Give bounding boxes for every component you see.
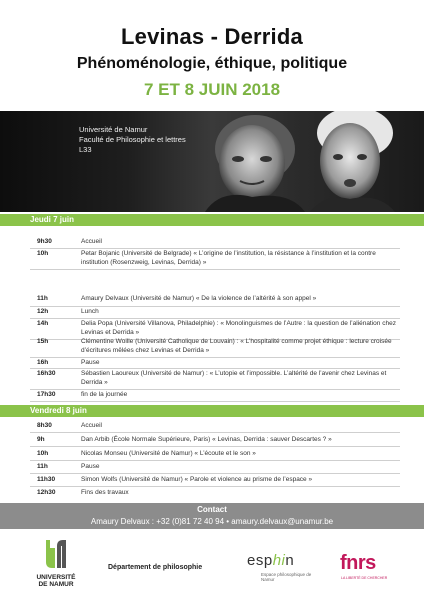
schedule-row <box>30 370 400 390</box>
schedule-time: 16h <box>37 359 49 366</box>
day2-header <box>0 405 424 417</box>
event-date: 7 ET 8 JUIN 2018 <box>143 80 281 99</box>
poster-subtitle: Phénoménologie, éthique, politique <box>76 55 348 72</box>
schedule-row <box>30 320 400 340</box>
day2-label: Vendredi 8 juin <box>30 406 87 415</box>
schedule-description: Petar Bojanic (Université de Belgrade) « L’origine de l’institution, la résistance à l’institution et la contre institution (Rosenzweig, Levinas, Derrida) » <box>81 250 376 266</box>
schedule-row <box>30 422 400 433</box>
schedule-description: Sébastien Laoureux (Université de Namur) : « L’utopie et l’impossible. L’altérité de l’avenir chez Levinas et Derrida » <box>81 370 387 386</box>
schedule-time: 9h <box>37 436 45 443</box>
schedule-description: Dan Arbib (École Normale Supérieure, Paris) « Levinas, Derrida : sauver Descartes ? » <box>81 436 332 443</box>
footer <box>0 530 424 600</box>
day1-header <box>0 214 424 226</box>
fnrs-tagline: LA LIBERTÉ DE CHERCHER <box>341 576 388 580</box>
venue-faculty: Faculté de Philosophie et lettres <box>79 135 186 144</box>
venue-info <box>79 125 186 155</box>
unamur-logo <box>34 538 78 594</box>
contact-banner <box>0 503 424 529</box>
portrait-illustration <box>0 111 424 212</box>
day1-label: Jeudi 7 juin <box>30 215 75 224</box>
schedule-row <box>30 476 400 487</box>
schedule-description: fin de la journée <box>81 391 128 398</box>
department-name: Département de philosophie <box>108 564 203 571</box>
schedule-time: 8h30 <box>37 422 52 429</box>
schedule-row <box>30 391 400 402</box>
schedule-time: 10h <box>37 250 49 257</box>
schedule-description: Amaury Delvaux (Université de Namur) « De la violence de l’altérité à son appel » <box>81 295 317 302</box>
schedule-time: 15h <box>37 338 49 345</box>
poster-title: Levinas - Derrida <box>121 24 303 49</box>
schedule-row <box>30 463 400 474</box>
esphin-wordmark: esphin <box>247 552 295 569</box>
poster-header <box>0 0 424 110</box>
unamur-logo-text: UNIVERSITÉ DE NAMUR <box>36 574 76 588</box>
schedule-description: Lunch <box>81 308 99 315</box>
schedule-row <box>30 359 400 369</box>
esphin-subtitle: Espace philosophique de Namur <box>261 572 312 582</box>
schedule-description: Delia Popa (Université Villanova, Philadelphie) : « Monolinguismes de l’Autre : la question de l’aliénation chez Levinas et Derrida » <box>81 320 396 336</box>
schedule-row <box>30 338 400 358</box>
schedule-row <box>30 250 400 270</box>
schedule-row <box>30 295 400 307</box>
schedule-time: 11h <box>37 295 48 302</box>
schedule-description: Fins des travaux <box>81 489 129 496</box>
unamur-logo-icon <box>44 538 68 570</box>
schedule-time: 11h <box>37 463 48 470</box>
schedule-row <box>30 238 400 249</box>
schedule-description: Accueil <box>81 238 102 245</box>
schedule-row <box>30 308 400 319</box>
schedule-row <box>30 436 400 447</box>
schedule-time: 12h <box>37 308 49 315</box>
schedule-time: 10h <box>37 450 49 457</box>
schedule-time: 12h30 <box>37 489 56 496</box>
schedule-description: Clémentine Woille (Université Catholique de Louvain) : « L’hospitalité comme projet éthique : lecture croisée d’écritures mêlées chez Levinas et Derrida » <box>81 338 392 354</box>
schedule-description: Accueil <box>81 422 102 429</box>
schedule-time: 16h30 <box>37 370 56 377</box>
speakers-photo <box>0 111 424 212</box>
contact-details[interactable]: Amaury Delvaux : +32 (0)81 72 40 94 • amaury.delvaux@unamur.be <box>90 517 334 526</box>
esphin-logo <box>247 552 317 592</box>
schedule-time: 9h30 <box>37 238 52 245</box>
schedule-time: 11h30 <box>37 476 56 483</box>
schedule-time: 17h30 <box>37 391 56 398</box>
schedule-description: Simon Wolfs (Université de Namur) « Parole et violence au prisme de l’espace » <box>81 476 313 483</box>
schedule-description: Pause <box>81 359 100 366</box>
schedule-row <box>30 489 400 500</box>
schedule-description: Nicolas Monseu (Université de Namur) « L’écoute et le son » <box>81 450 256 457</box>
fnrs-logo <box>340 552 390 588</box>
contact-title: Contact <box>197 505 227 514</box>
schedule-time: 14h <box>37 320 49 327</box>
schedule-row <box>30 450 400 461</box>
venue-room: L33 <box>79 145 92 154</box>
venue-university: Université de Namur <box>79 125 148 134</box>
schedule-description: Pause <box>81 463 100 470</box>
fnrs-wordmark: fnrs <box>340 552 376 574</box>
